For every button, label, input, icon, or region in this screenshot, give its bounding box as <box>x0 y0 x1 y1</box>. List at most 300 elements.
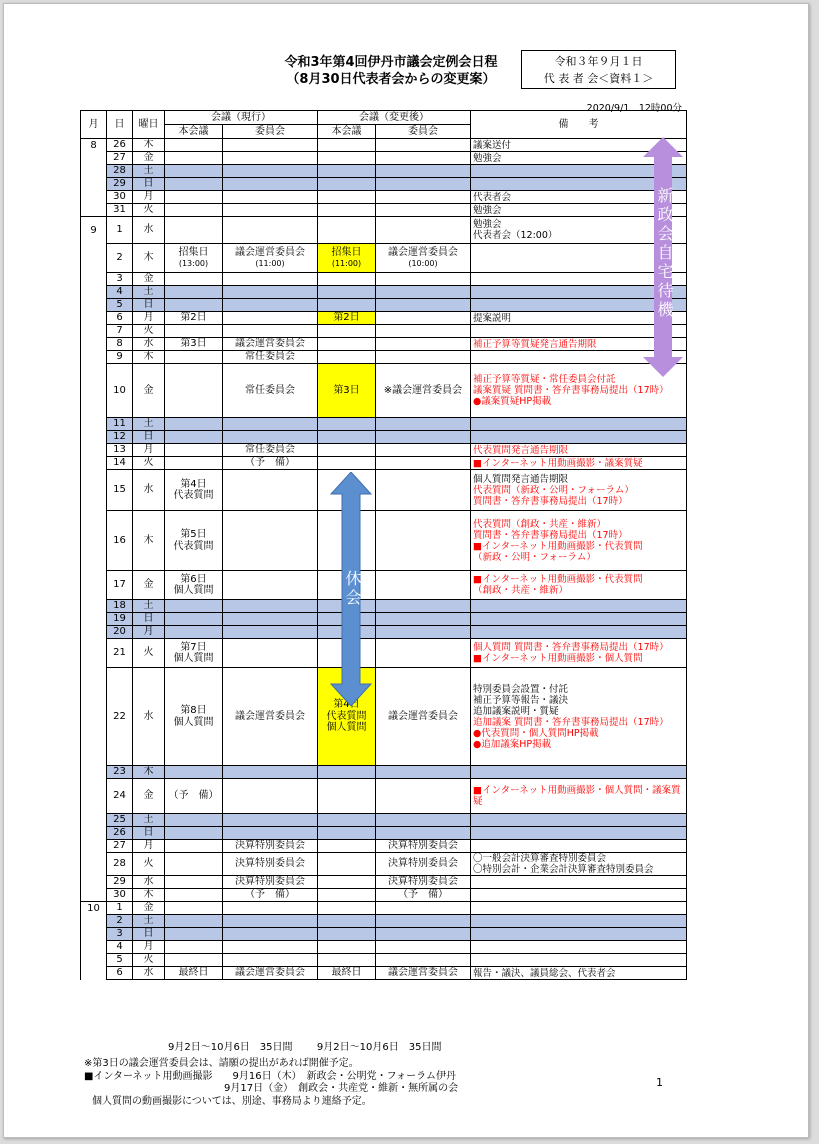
changed-iinkai-text: (10:00) <box>408 259 438 268</box>
table-row <box>81 915 687 928</box>
day-cell <box>107 351 133 364</box>
current-honkaigi-text: 個人質問 <box>173 585 214 596</box>
day-cell <box>107 338 133 351</box>
period-changed: 9月2日～10月6日 35日間 <box>316 1042 442 1053</box>
day-cell-text: 13 <box>113 444 126 456</box>
day-cell <box>107 312 133 325</box>
weekday-cell <box>133 967 165 980</box>
weekday-cell-text: 金 <box>143 579 154 591</box>
current-honkaigi <box>165 244 223 273</box>
current-iinkai <box>223 915 318 928</box>
table-row <box>81 902 687 915</box>
day-cell-text: 5 <box>116 954 123 966</box>
weekday-cell-text: 水 <box>143 967 154 979</box>
changed-honkaigi <box>318 457 376 470</box>
weekday-cell-text: 月 <box>143 312 154 324</box>
current-honkaigi-text: 招集日 <box>178 246 209 258</box>
table-row <box>81 191 687 204</box>
table-row <box>81 351 687 364</box>
header-changed-honkaigi: 本会議 <box>318 125 376 139</box>
weekday-cell <box>133 600 165 613</box>
current-honkaigi <box>165 418 223 431</box>
day-cell <box>107 827 133 840</box>
remarks-cell-text: 補正予算等質疑発言通告期限 <box>473 338 597 350</box>
weekday-cell <box>133 613 165 626</box>
remarks-cell-text: （創政・共産・維新） <box>473 585 569 596</box>
table-row <box>81 626 687 639</box>
table-row <box>81 431 687 444</box>
month-cell <box>81 178 107 191</box>
weekday-cell-text: 土 <box>143 600 154 612</box>
changed-honkaigi <box>318 178 376 191</box>
weekday-cell <box>133 165 165 178</box>
changed-iinkai <box>376 876 471 889</box>
current-honkaigi <box>165 613 223 626</box>
weekday-cell-text: 金 <box>143 384 154 396</box>
weekday-cell <box>133 191 165 204</box>
current-iinkai <box>223 814 318 827</box>
weekday-cell <box>133 418 165 431</box>
changed-iinkai-text: 議会運営委員会 <box>388 967 458 979</box>
month-cell <box>81 639 107 668</box>
current-iinkai <box>223 204 318 217</box>
footnote-2: ■インターネット用動画撮影 9月16日（木） 新政会・公明党・フォーラム伊丹 <box>84 1070 457 1082</box>
current-iinkai <box>223 312 318 325</box>
changed-iinkai <box>376 853 471 876</box>
current-honkaigi-text: 第6日 <box>180 573 207 585</box>
table-row <box>81 613 687 626</box>
changed-iinkai <box>376 668 471 766</box>
changed-honkaigi <box>318 840 376 853</box>
changed-iinkai <box>376 600 471 613</box>
current-honkaigi <box>165 902 223 915</box>
remarks-cell <box>471 613 687 626</box>
current-honkaigi-text: 代表質問 <box>173 540 214 552</box>
weekday-cell-text: 火 <box>143 457 154 469</box>
weekday-cell-text: 日 <box>143 613 154 625</box>
current-honkaigi <box>165 889 223 902</box>
current-iinkai <box>223 766 318 779</box>
day-cell-text: 11 <box>113 418 126 430</box>
table-row <box>81 139 687 152</box>
changed-honkaigi <box>318 431 376 444</box>
weekday-cell <box>133 639 165 668</box>
changed-honkaigi <box>318 286 376 299</box>
remarks-cell <box>471 470 687 511</box>
current-honkaigi-text: 第4日 <box>180 478 207 490</box>
remarks-cell-text: ■インターネット用動画撮影・代表質問 <box>473 540 643 552</box>
weekday-cell <box>133 338 165 351</box>
day-cell <box>107 470 133 511</box>
current-honkaigi <box>165 431 223 444</box>
purple-arrow-label: 新政会自宅待機 <box>655 187 674 320</box>
changed-honkaigi <box>318 954 376 967</box>
remarks-cell-text: 追加議案 質問書・答弁書事務局提出（17時） <box>473 716 669 728</box>
table-row <box>81 639 687 668</box>
weekday-cell-text: 土 <box>143 165 154 177</box>
changed-iinkai <box>376 217 471 244</box>
table-row <box>81 244 687 273</box>
weekday-cell-text: 金 <box>143 902 154 914</box>
weekday-cell-text: 木 <box>143 889 154 901</box>
current-honkaigi <box>165 165 223 178</box>
table-row <box>81 941 687 954</box>
weekday-cell <box>133 814 165 827</box>
remarks-cell <box>471 840 687 853</box>
day-cell-text: 17 <box>113 579 126 591</box>
header-month: 月 <box>81 111 107 139</box>
remarks-cell-text: 代表質問発言通告期限 <box>473 444 569 456</box>
changed-iinkai <box>376 444 471 457</box>
current-iinkai <box>223 325 318 338</box>
month-cell <box>81 779 107 814</box>
current-honkaigi-text: （予 備） <box>168 790 219 802</box>
changed-iinkai <box>376 165 471 178</box>
remarks-cell-text: 個人質問 質問書・答弁書事務局提出（17時） <box>473 642 669 653</box>
day-cell-text: 30 <box>113 191 126 203</box>
remarks-cell <box>471 967 687 980</box>
changed-honkaigi <box>318 299 376 312</box>
header-changed: 会議（変更後） <box>318 111 471 125</box>
remarks-cell-text: 代表者会 <box>473 191 512 203</box>
changed-honkaigi <box>318 779 376 814</box>
document-stamp <box>521 50 676 89</box>
day-cell-text: 23 <box>113 766 126 778</box>
changed-iinkai <box>376 457 471 470</box>
current-honkaigi <box>165 139 223 152</box>
changed-honkaigi <box>318 967 376 980</box>
day-cell-text: 19 <box>113 613 126 625</box>
weekday-cell-text: 日 <box>143 928 154 940</box>
current-honkaigi <box>165 915 223 928</box>
month-cell <box>81 928 107 941</box>
table-row <box>81 457 687 470</box>
remarks-cell-text: 質問書・答弁書事務局提出（17時） <box>473 529 628 541</box>
changed-honkaigi <box>318 941 376 954</box>
weekday-cell-text: 水 <box>143 224 154 236</box>
table-row <box>81 928 687 941</box>
day-cell-text: 18 <box>113 600 126 612</box>
current-iinkai-text: 決算特別委員会 <box>235 876 305 888</box>
current-honkaigi <box>165 928 223 941</box>
month-cell <box>81 217 107 244</box>
current-iinkai <box>223 457 318 470</box>
day-cell <box>107 178 133 191</box>
changed-honkaigi <box>318 165 376 178</box>
changed-iinkai <box>376 351 471 364</box>
current-iinkai <box>223 244 318 273</box>
changed-honkaigi <box>318 191 376 204</box>
day-cell <box>107 941 133 954</box>
table-row <box>81 418 687 431</box>
day-cell <box>107 364 133 418</box>
weekday-cell <box>133 325 165 338</box>
current-honkaigi <box>165 444 223 457</box>
weekday-cell-text: 土 <box>143 286 154 298</box>
changed-honkaigi <box>318 325 376 338</box>
changed-iinkai <box>376 571 471 600</box>
changed-iinkai <box>376 613 471 626</box>
changed-iinkai <box>376 766 471 779</box>
changed-iinkai <box>376 204 471 217</box>
current-honkaigi <box>165 766 223 779</box>
changed-honkaigi <box>318 364 376 418</box>
day-cell-text: 30 <box>113 889 126 901</box>
current-iinkai <box>223 941 318 954</box>
remarks-cell <box>471 853 687 876</box>
changed-honkaigi <box>318 902 376 915</box>
weekday-cell-text: 金 <box>143 790 154 802</box>
changed-iinkai <box>376 779 471 814</box>
remarks-cell-text: 勉強会 <box>473 152 502 164</box>
weekday-cell <box>133 853 165 876</box>
changed-iinkai <box>376 840 471 853</box>
remarks-cell <box>471 766 687 779</box>
day-cell-text: 6 <box>116 312 123 324</box>
month-cell <box>81 827 107 840</box>
table-row <box>81 217 687 244</box>
weekday-cell-text: 土 <box>143 814 154 826</box>
current-honkaigi <box>165 814 223 827</box>
changed-honkaigi <box>318 814 376 827</box>
weekday-cell-text: 水 <box>143 484 154 496</box>
month-cell <box>81 204 107 217</box>
current-iinkai-text: 議会運営委員会 <box>235 967 305 979</box>
current-honkaigi <box>165 312 223 325</box>
current-honkaigi <box>165 600 223 613</box>
remarks-cell <box>471 941 687 954</box>
current-iinkai <box>223 928 318 941</box>
remarks-cell-text: 勉強会 <box>473 204 502 216</box>
month-cell <box>81 840 107 853</box>
timestamp: 2020/9/1 12時00分 <box>586 103 682 114</box>
current-honkaigi <box>165 191 223 204</box>
remarks-cell-text: 個人質問発言通告期限 <box>473 473 569 485</box>
weekday-cell <box>133 312 165 325</box>
changed-iinkai <box>376 639 471 668</box>
changed-iinkai-text: （予 備） <box>398 889 448 901</box>
month-cell <box>81 299 107 312</box>
table-row <box>81 954 687 967</box>
weekday-cell <box>133 351 165 364</box>
month-cell <box>81 244 107 273</box>
changed-iinkai <box>376 364 471 418</box>
changed-iinkai <box>376 941 471 954</box>
day-cell-text: 7 <box>116 325 123 337</box>
weekday-cell <box>133 766 165 779</box>
month-cell <box>81 902 107 915</box>
month-cell <box>81 967 107 980</box>
day-cell-text: 2 <box>116 252 123 264</box>
weekday-cell <box>133 152 165 165</box>
changed-iinkai <box>376 626 471 639</box>
remarks-cell <box>471 444 687 457</box>
changed-iinkai-text: 決算特別委員会 <box>388 840 458 852</box>
weekday-cell <box>133 840 165 853</box>
current-honkaigi <box>165 571 223 600</box>
changed-iinkai <box>376 902 471 915</box>
weekday-cell-text: 土 <box>143 915 154 927</box>
current-iinkai <box>223 139 318 152</box>
current-iinkai <box>223 779 318 814</box>
day-cell-text: 3 <box>116 273 123 285</box>
changed-iinkai <box>376 152 471 165</box>
table-row <box>81 814 687 827</box>
weekday-cell <box>133 364 165 418</box>
day-cell-text: 21 <box>113 647 126 659</box>
day-cell-text: 14 <box>113 457 126 469</box>
current-honkaigi <box>165 876 223 889</box>
current-iinkai-text: 議会運営委員会 <box>235 338 305 350</box>
day-cell <box>107 273 133 286</box>
day-cell-text: 26 <box>113 827 126 839</box>
current-iinkai <box>223 876 318 889</box>
document-title <box>256 54 526 88</box>
month-cell <box>81 915 107 928</box>
month-cell <box>81 853 107 876</box>
table-row <box>81 827 687 840</box>
header-day: 日 <box>107 111 133 139</box>
footnote-4: 個人質問の動画撮影については、別途、事務局より連絡予定。 <box>92 1095 372 1107</box>
day-cell <box>107 418 133 431</box>
schedule-table <box>80 110 687 980</box>
changed-honkaigi <box>318 827 376 840</box>
day-cell <box>107 457 133 470</box>
weekday-cell <box>133 889 165 902</box>
changed-honkaigi-text: (11:00) <box>331 259 362 268</box>
current-iinkai <box>223 364 318 418</box>
month-cell <box>81 444 107 457</box>
header-remarks: 備 考 <box>471 111 687 139</box>
day-cell <box>107 444 133 457</box>
weekday-cell-text: 火 <box>143 204 154 216</box>
day-cell <box>107 286 133 299</box>
current-iinkai <box>223 613 318 626</box>
table-row <box>81 889 687 902</box>
weekday-cell <box>133 941 165 954</box>
changed-iinkai-text: 決算特別委員会 <box>388 876 458 888</box>
weekday-cell <box>133 668 165 766</box>
changed-honkaigi-text: 第4日 <box>333 699 360 711</box>
current-honkaigi <box>165 299 223 312</box>
weekday-cell <box>133 876 165 889</box>
table-row <box>81 312 687 325</box>
remarks-cell-text: 代表質問（新政・公明・フォーラム） <box>473 484 634 496</box>
day-cell <box>107 967 133 980</box>
weekday-cell <box>133 178 165 191</box>
remarks-cell-text: 代表質問（創政・共産・維新） <box>473 518 607 530</box>
table-row <box>81 152 687 165</box>
current-iinkai <box>223 626 318 639</box>
day-cell-text: 25 <box>113 814 126 826</box>
current-iinkai <box>223 600 318 613</box>
month-cell-text: 9 <box>90 224 97 236</box>
table-row <box>81 444 687 457</box>
current-iinkai-text: 常任委員会 <box>245 444 295 456</box>
current-iinkai <box>223 165 318 178</box>
table-row <box>81 779 687 814</box>
changed-iinkai <box>376 889 471 902</box>
month-cell <box>81 941 107 954</box>
changed-iinkai <box>376 928 471 941</box>
current-iinkai-text: 常任委員会 <box>245 351 295 363</box>
month-cell <box>81 457 107 470</box>
current-honkaigi <box>165 338 223 351</box>
current-honkaigi <box>165 639 223 668</box>
current-iinkai <box>223 889 318 902</box>
blue-arrow-label: 休会 <box>343 570 362 608</box>
weekday-cell-text: 土 <box>143 418 154 430</box>
day-cell-text: 28 <box>113 858 126 870</box>
changed-honkaigi <box>318 152 376 165</box>
changed-honkaigi <box>318 139 376 152</box>
day-cell-text: 22 <box>113 710 126 722</box>
remarks-cell <box>471 418 687 431</box>
table-row <box>81 178 687 191</box>
day-cell <box>107 325 133 338</box>
current-honkaigi <box>165 217 223 244</box>
current-iinkai <box>223 853 318 876</box>
current-iinkai <box>223 470 318 511</box>
remarks-cell-text: 報告・議決、議員総会、代表者会 <box>473 967 616 979</box>
header-weekday: 曜日 <box>133 111 165 139</box>
weekday-cell <box>133 217 165 244</box>
weekday-cell-text: 日 <box>143 178 154 190</box>
remarks-cell <box>471 668 687 766</box>
current-iinkai <box>223 954 318 967</box>
current-iinkai-text: 決算特別委員会 <box>235 840 305 852</box>
weekday-cell <box>133 431 165 444</box>
remarks-cell-text: 補正予算等質疑・常任委員会付託 <box>473 374 616 385</box>
weekday-cell-text: 金 <box>143 273 154 285</box>
weekday-cell <box>133 244 165 273</box>
day-cell-text: 15 <box>113 484 126 496</box>
day-cell <box>107 639 133 668</box>
remarks-cell <box>471 571 687 600</box>
changed-iinkai <box>376 431 471 444</box>
changed-honkaigi-text: 代表質問 <box>326 710 367 722</box>
current-honkaigi <box>165 668 223 766</box>
changed-iinkai-text: ※議会運営委員会 <box>383 384 463 396</box>
current-honkaigi <box>165 204 223 217</box>
remarks-cell-text: ●代表質問・個人質問HP掲載 <box>473 727 599 739</box>
current-iinkai-text: 議会運営委員会 <box>235 246 305 258</box>
day-cell <box>107 299 133 312</box>
current-iinkai <box>223 338 318 351</box>
current-iinkai-text: （予 備） <box>245 889 295 901</box>
weekday-cell <box>133 954 165 967</box>
changed-honkaigi <box>318 915 376 928</box>
changed-iinkai <box>376 827 471 840</box>
changed-iinkai <box>376 967 471 980</box>
month-cell <box>81 418 107 431</box>
table-row <box>81 165 687 178</box>
remarks-cell-text: ●議案質疑HP掲載 <box>473 396 552 407</box>
day-cell-text: 4 <box>116 286 123 298</box>
day-cell-text: 16 <box>113 534 126 546</box>
stamp-label: 代 表 者 会＜資料１＞ <box>543 72 654 85</box>
current-iinkai <box>223 571 318 600</box>
day-cell-text: 3 <box>116 928 123 940</box>
weekday-cell <box>133 273 165 286</box>
current-iinkai <box>223 431 318 444</box>
day-cell <box>107 600 133 613</box>
header-current-iinkai: 委員会 <box>223 125 318 139</box>
changed-honkaigi <box>318 204 376 217</box>
current-iinkai-text: 常任委員会 <box>245 384 295 396</box>
month-cell <box>81 814 107 827</box>
changed-iinkai <box>376 338 471 351</box>
